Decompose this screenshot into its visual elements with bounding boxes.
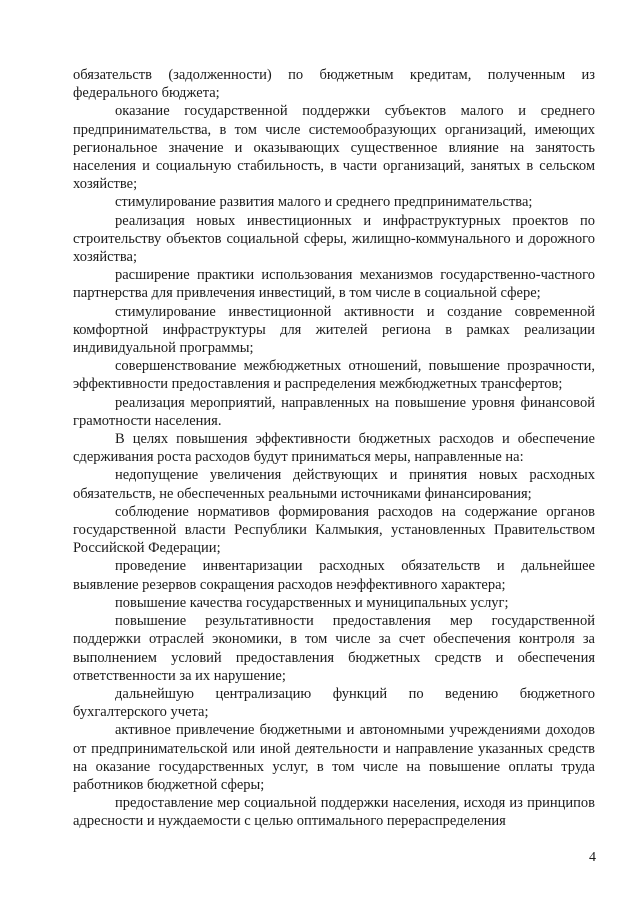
paragraph: повышение результативности предоставления мер государственной поддержки отраслей экономики, в том числе за счет обеспечения контроля за выполнением условий предоставления бюджетных средств и обеспечения ответственности за их нарушение;	[73, 613, 595, 684]
paragraph: повышение качества государственных и муниципальных услуг;	[115, 594, 509, 611]
paragraph: дальнейшую централизацию функций по ведению бюджетного бухгалтерского учета;	[73, 685, 595, 721]
paragraph: проведение инвентаризации расходных обязательств и дальнейшее выявление резервов сокращения расходов неэффективного характера;	[73, 558, 595, 593]
page-number: 4	[589, 850, 596, 865]
paragraph: совершенствование межбюджетных отношений, повышение прозрачности, эффективности предоставления и распределения межбюджетных трансфертов;	[73, 358, 595, 393]
paragraph: предоставление мер социальной поддержки населения, исходя из принципов адресности и нуждаемости с целью оптимального перераспределения	[73, 795, 595, 830]
paragraph: активное привлечение бюджетными и автономными учреждениями доходов от предпринимательской или иной деятельности и направление указанных средств на оказание государственных услуг, в том числе на повышение оплаты труда работников бюджетной сферы;	[73, 722, 595, 793]
paragraph: стимулирование развития малого и среднего предпринимательства;	[115, 194, 533, 211]
paragraph: соблюдение нормативов формирования расходов на содержание органов государственной власти Республики Калмыкия, установленных Правительством Российской Федерации;	[73, 503, 595, 557]
document-body	[73, 66, 595, 831]
paragraph: обязательств (задолженности) по бюджетным кредитам, полученным из федерального бюджета;	[73, 67, 595, 102]
paragraph: реализация новых инвестиционных и инфраструктурных проектов по строительству объектов социальной сферы, жилищно-коммунального и дорожного хозяйства;	[73, 212, 595, 266]
paragraph: В целях повышения эффективности бюджетных расходов и обеспечение сдерживания роста расходов будут приниматься меры, направленные на:	[73, 431, 595, 466]
paragraph: реализация мероприятий, направленных на повышение уровня финансовой грамотности населения.	[73, 394, 595, 429]
paragraph: стимулирование инвестиционной активности и создание современной комфортной инфраструктуры для жителей региона в рамках реализации индивидуальной программы;	[73, 303, 595, 357]
paragraph: расширение практики использования механизмов государственно-частного партнерства для привлечения инвестиций, в том числе в социальной сфере;	[73, 267, 595, 302]
paragraph: оказание государственной поддержки субъектов малого и среднего предпринимательства, в том числе системообразующих организаций, имеющих региональное значение и оказывающих существенное влияние на занятость населения и социальную стабильность, в части организаций, занятых в сельском хозяйстве;	[73, 103, 595, 193]
paragraph: недопущение увеличения действующих и принятия новых расходных обязательств, не обеспеченных реальными источниками финансирования;	[73, 467, 595, 502]
